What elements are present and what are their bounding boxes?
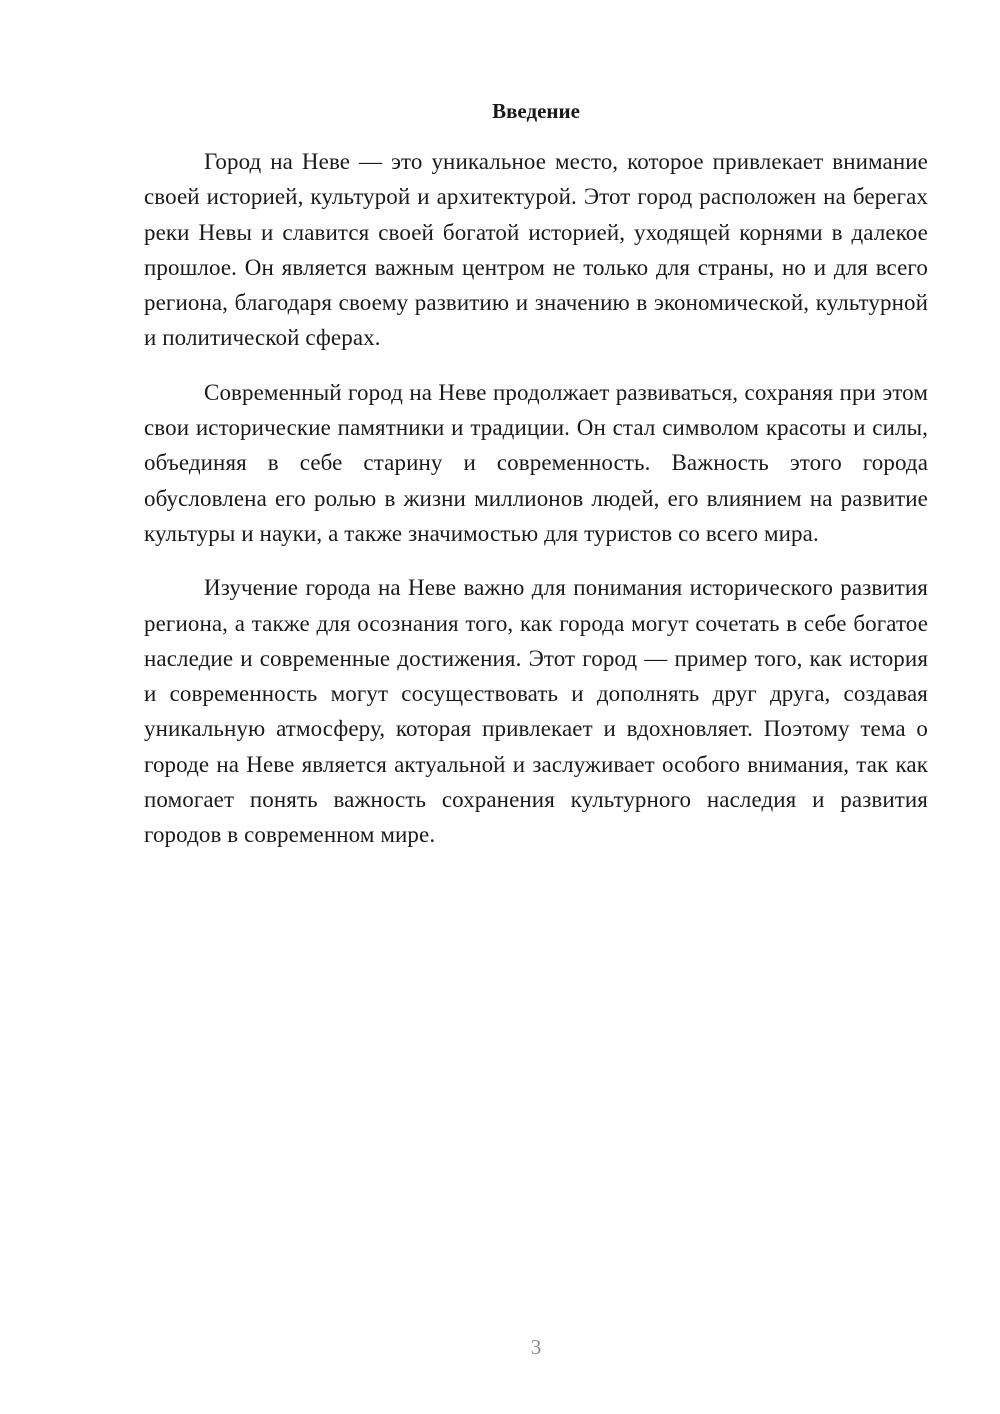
- paragraph-2: Современный город на Неве продолжает развиваться, сохраняя при этом свои исторические памятники и традиции. Он стал символом красоты и силы, объединяя в себе старину и современность. Важность этого города обусловлена его ролью в жизни миллионов людей, его влиянием на развитие культуры и науки, а также значимостью для туристов со всего мира.: [144, 379, 928, 546]
- paragraph-1: Город на Неве — это уникальное место, которое привлекает внимание своей историей, культурой и архитектурой. Этот город расположен на берегах реки Невы и славится своей богатой историей, уходящей корнями в далекое прошлое. Он является важным центром не только для страны, но и для всего региона, благодаря своему развитию и значению в экономической, культурной и политической сферах.: [144, 149, 928, 351]
- section-heading: Введение: [492, 99, 580, 123]
- paragraph-3: Изучение города на Неве важно для понимания исторического развития региона, а также для осознания того, как города могут сочетать в себе богатое наследие и современные достижения. Этот город — пример того, как история и современность могут сосуществовать и дополнять друг друга, создавая уникальную атмосферу, которая привлекает и вдохновляет. Поэтому тема о городе на Неве является актуальной и заслуживает особого внимания, так как помогает понять важность сохранения культурного наследия и развития городов в современном мире.: [144, 575, 928, 848]
- body-text: [144, 144, 928, 872]
- page-number: 3: [530, 1335, 542, 1359]
